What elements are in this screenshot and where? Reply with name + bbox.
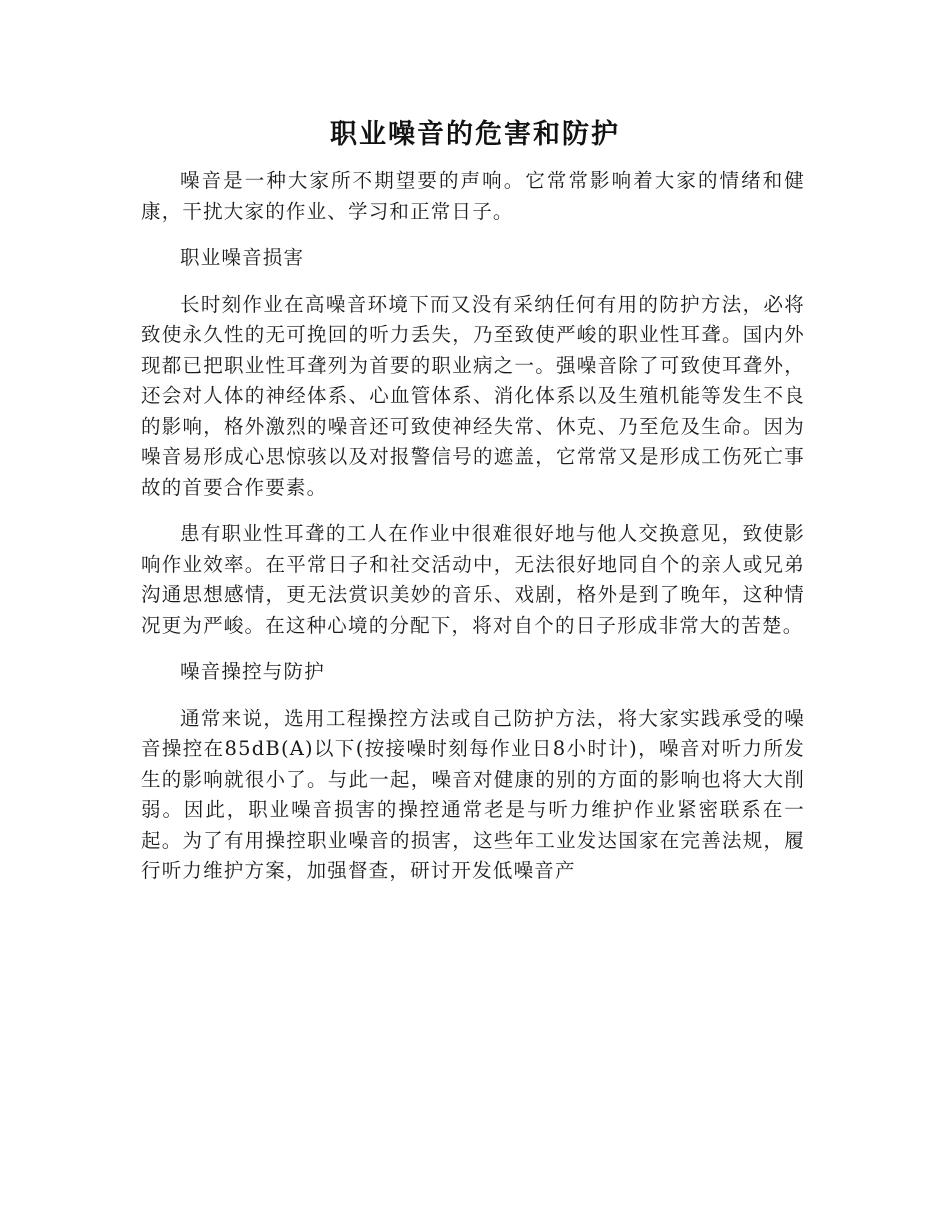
paragraph-hazard-2: 患有职业性耳聋的工人在作业中很难很好地与他人交换意见，致使影响作业效率。在平常日子和社交活动中，无法很好地同自个的亲人或兄弟沟通思想感情，更无法赏识美妙的音乐、戏剧，格外是到了晚年，这种情况更为严峻。在这种心境的分配下，将对自个的日子形成非常大的苦楚。 bbox=[141, 522, 805, 637]
document-title: 职业噪音的危害和防护 bbox=[330, 119, 620, 150]
section-heading-hazard: 职业噪音损害 bbox=[180, 246, 305, 269]
paragraph-control-1: 通常来说，选用工程操控方法或自己防护方法，将大家实践承受的噪音操控在85dB(A)以下(按接噪时刻每作业日8小时计)，噪音对听力所发生的影响就很小了。与此一起，噪音对健康的别的方面的影响也将大大削弱。因此，职业噪音损害的操控通常老是与听力维护作业紧密联系在一起。为了有用操控职业噪音的损害，这些年工业发达国家在完善法规，履行听力维护方案，加强督查，研讨开发低噪音产 bbox=[141, 706, 805, 882]
section-heading-control: 噪音操控与防护 bbox=[180, 660, 325, 683]
document-body bbox=[141, 166, 805, 903]
paragraph-intro: 噪音是一种大家所不期望要的声响。它常常影响着大家的情绪和健康，干扰大家的作业、学习和正常日子。 bbox=[141, 169, 805, 223]
paragraph-hazard-1: 长时刻作业在高噪音环境下而又没有采纳任何有用的防护方法，必将致使永久性的无可挽回的听力丢失，乃至致使严峻的职业性耳聋。国内外现都已把职业性耳聋列为首要的职业病之一。强噪音除了可致使耳聋外，还会对人体的神经体系、心血管体系、消化体系以及生殖机能等发生不良的影响，格外激烈的噪音还可致使神经失常、休克、乃至危及生命。因为噪音易形成心思惊骇以及对报警信号的遮盖，它常常又是形成工伤死亡事故的首要合作要素。 bbox=[141, 292, 805, 499]
